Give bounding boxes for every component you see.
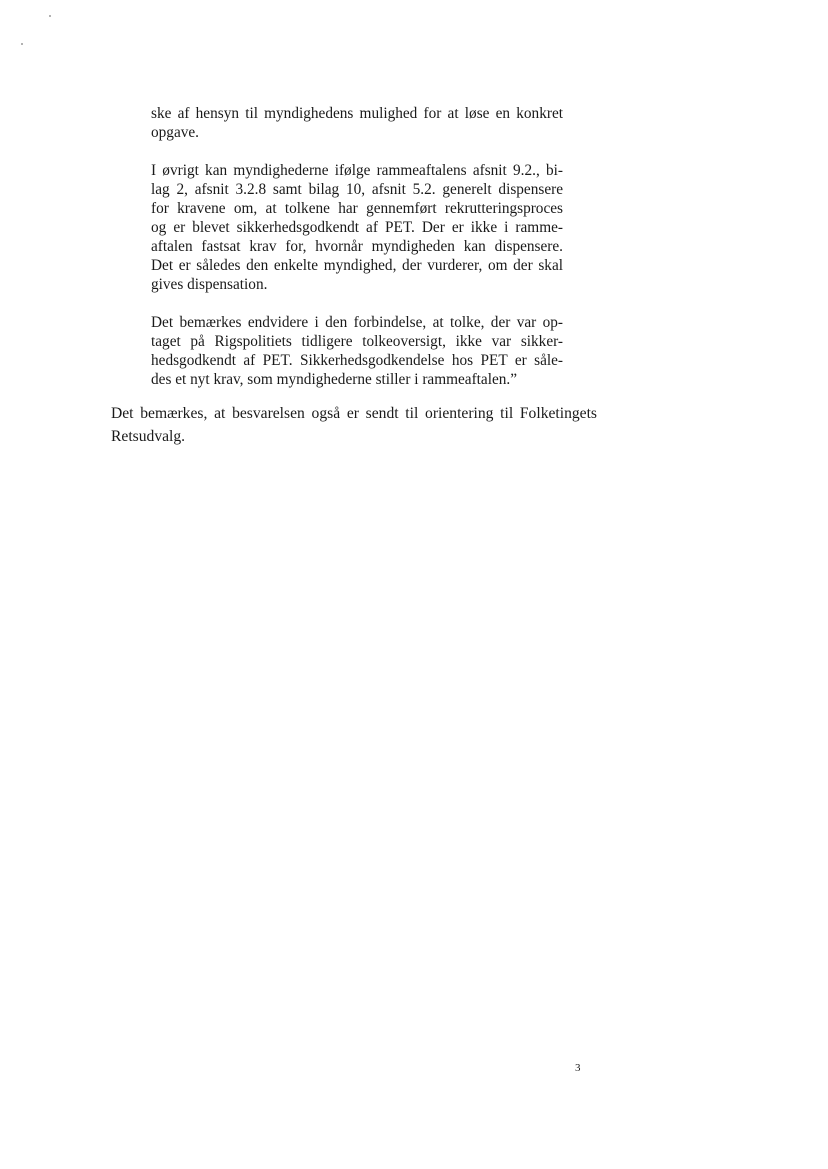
text-line: ske af hensyn til myndighedens mulighed for at løse en konkret xyxy=(151,105,563,122)
text-line: og er blevet sikkerhedsgodkendt af PET. Der er ikke i ramme- xyxy=(151,219,563,236)
text-line: Det bemærkes endvidere i den forbindelse, at tolke, der var op- xyxy=(151,314,563,331)
page-number: 3 xyxy=(575,1062,581,1074)
text-line: des et nyt krav, som myndighederne stiller i rammeaftalen.” xyxy=(151,371,518,388)
text-line: for kravene om, at tolkene har gennemført rekrutteringsproces xyxy=(151,200,563,217)
text-line: gives dispensation. xyxy=(151,276,268,293)
text-line: hedsgodkendt af PET. Sikkerhedsgodkendelse hos PET er såle- xyxy=(151,352,563,369)
text-line: Det bemærkes, at besvarelsen også er sendt til orientering til Folketingets xyxy=(111,405,597,422)
quote-paragraph-1 xyxy=(151,104,563,142)
text-line: aftalen fastsat krav for, hvornår myndigheden kan dispensere. xyxy=(151,238,563,255)
text-line: lag 2, afsnit 3.2.8 samt bilag 10, afsnit 5.2. generelt dispensere xyxy=(151,181,563,198)
body-paragraph xyxy=(111,402,597,448)
text-line: opgave. xyxy=(151,124,199,141)
text-line: taget på Rigspolitiets tidligere tolkeoversigt, ikke var sikker- xyxy=(151,333,563,350)
scan-speck xyxy=(49,15,51,17)
text-line: I øvrigt kan myndighederne ifølge rammeaftalens afsnit 9.2., bi- xyxy=(151,162,563,179)
scan-speck xyxy=(21,43,23,45)
quote-paragraph-3 xyxy=(151,313,563,389)
quote-paragraph-2 xyxy=(151,161,563,294)
text-line: Det er således den enkelte myndighed, der vurderer, om der skal xyxy=(151,257,563,274)
text-line: Retsudvalg. xyxy=(111,428,186,445)
quoted-text-block xyxy=(151,104,563,408)
